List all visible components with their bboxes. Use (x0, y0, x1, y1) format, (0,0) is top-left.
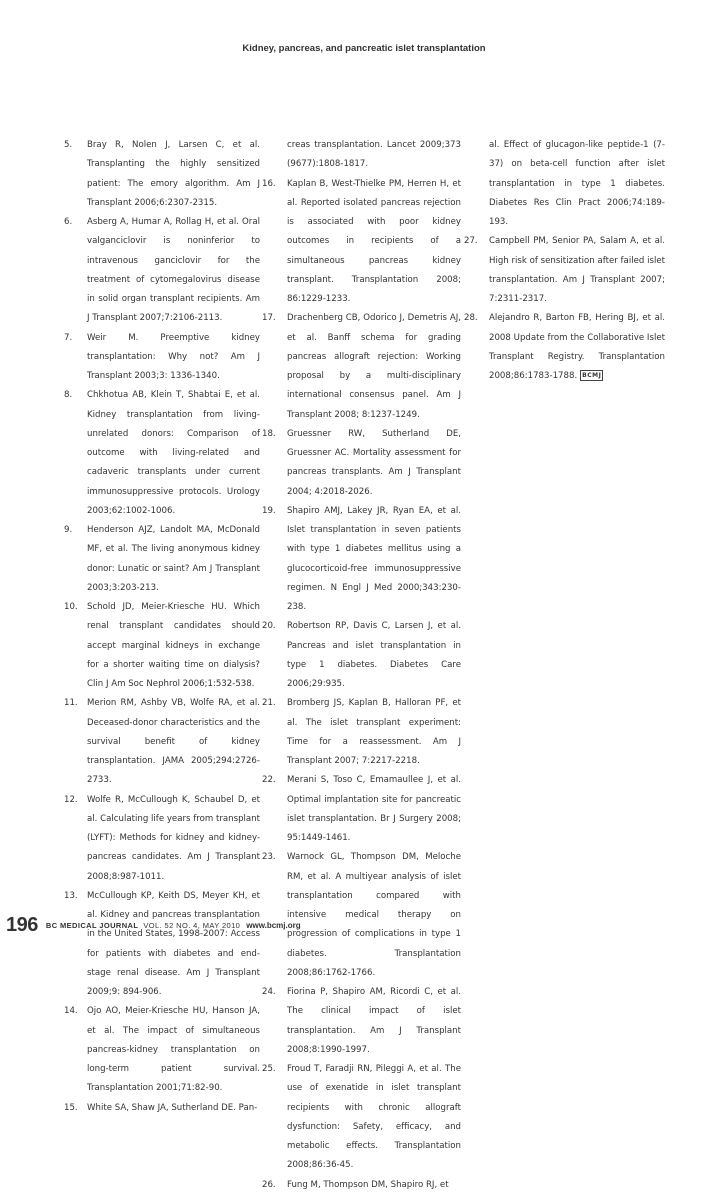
page-footer (6, 913, 301, 937)
reference-item (64, 213, 260, 329)
reference-item (262, 425, 461, 502)
reference-text: Bromberg JS, Kaplan B, Halloran PF, et al. The islet transplant experiment: Time for a reassessment. Am J Transplant 2007; 7:2217-2218. (287, 698, 461, 766)
reference-number: 23. (262, 852, 276, 863)
reference-number: 24. (262, 987, 276, 997)
reference-number: 21. (262, 698, 276, 709)
reference-column-2 (262, 136, 461, 1195)
reference-number: 15. (64, 1102, 78, 1113)
reference-number: 18. (262, 428, 276, 439)
reference-item (64, 386, 260, 521)
reference-text: Merani S, Toso C, Emamaullee J, et al. Optimal implantation site for pancreatic islet transplantation. Br J Surgery 2008; 95:1449-1461. (287, 775, 461, 843)
bcmj-end-mark: BCMJ (582, 372, 602, 379)
reference-number: 7. (64, 332, 73, 343)
reference-number: 26. (262, 1179, 276, 1190)
reference-text: al. Effect of glucagon-like peptide-1 (7-37) on beta-cell function after islet transplantation in type 1 diabetes. Diabetes Res Clin Pract 2006;74:189-193. (489, 140, 665, 227)
reference-text: Fiorina P, Shapiro AM, Ricordi C, et al. The clinical impact of islet transplantation. Am J Transplant 2008;8:1990-1997. (287, 987, 461, 1055)
reference-item (270, 136, 461, 175)
reference-number: 27. (464, 236, 478, 247)
reference-item (262, 309, 461, 425)
reference-text: Henderson AJZ, Landolt MA, McDonald MF, et al. The living anonymous kidney donor: Lunatic or saint? Am J Transplant 2003;3:203-213. (87, 525, 260, 593)
reference-number: 13. (64, 890, 78, 901)
reference-number: 12. (64, 794, 78, 805)
running-head: Kidney, pancreas, and pancreatic islet transplantation (242, 43, 486, 54)
reference-item (464, 309, 665, 386)
reference-item (64, 791, 260, 887)
reference-text: Bray R, Nolen J, Larsen C, et al. Transplanting the highly sensitized patient: The emory algorithm. Am J Transplant 2006;6:2307-2315. (87, 140, 260, 208)
reference-number: 16. (262, 178, 276, 189)
reference-item (64, 136, 260, 213)
reference-number: 28. (464, 313, 478, 324)
reference-text: Alejandro R, Barton FB, Hering BJ, et al. 2008 Update from the Collaborative Islet Transplant Registry. Transplantation 2008;86:1783-1788. (489, 313, 665, 381)
reference-number: 22. (262, 775, 276, 786)
reference-item (262, 983, 461, 1060)
reference-item (262, 502, 461, 618)
reference-number: 9. (64, 525, 73, 535)
reference-item (262, 1176, 461, 1195)
reference-text: Schold JD, Meier-Kriesche HU. Which renal transplant candidates should accept marginal kidneys in exchange for a shorter waiting time on dialysis? Clin J Am Soc Nephrol 2006;1:532-538. (87, 602, 260, 689)
reference-text: Ojo AO, Meier-Kriesche HU, Hanson JA, et al. The impact of simultaneous pancreas-kidney transplantation on long-term patient survival. Transplantation 2001;71:82-90. (87, 1006, 260, 1094)
reference-item (262, 1060, 461, 1176)
reference-text: Drachenberg CB, Odorico J, Demetris AJ, et al. Banff schema for grading pancreas allograft rejection: Working proposal by a multi-disciplinary international consensus panel. Am J Transplant 2008; 8:1237-1249. (287, 313, 461, 420)
reference-item (64, 598, 260, 694)
reference-text: Wolfe R, McCullough K, Schaubel D, et al. Calculating life years from transplant (LYFT): Methods for kidney and kidney-pancreas candidates. Am J Transplant 2008;8:987-1011. (87, 794, 260, 882)
reference-text: Gruessner RW, Sutherland DE, Gruessner AC. Mortality assessment for pancreas transplants. Am J Transplant 2004; 4:2018-2026. (287, 428, 461, 497)
reference-item (262, 617, 461, 694)
reference-text: Chkhotua AB, Klein T, Shabtai E, et al. Kidney transplantation from living-unrelated donors: Comparison of outcome with living-related and cadaveric transplants under current immunosuppressive protocols. Urology 2003;62:1002-1006. (87, 390, 260, 516)
reference-text: Robertson RP, Davis C, Larsen J, et al. Pancreas and islet transplantation in type 1 diabetes. Diabetes Care 2006;29:935. (287, 621, 461, 689)
reference-number: 6. (64, 217, 73, 227)
reference-text: Kaplan B, West-Thielke PM, Herren H, et al. Reported isolated pancreas rejection is associated with poor kidney outcomes in recipients of a simultaneous pancreas kidney transplant. Transplantation 2008; 86:1229-1233. (287, 178, 461, 304)
reference-item (64, 694, 260, 790)
reference-text: Froud T, Faradji RN, Pileggi A, et al. The use of exenatide in islet transplant recipients with chronic allograft dysfunction: Safety, efficacy, and metabolic effects. Transplantation 2008;86:36-45. (287, 1064, 461, 1171)
reference-number: 8. (64, 390, 73, 401)
reference-text: White SA, Shaw JA, Sutherland DE. Pan- (87, 1102, 258, 1113)
reference-item (472, 136, 665, 232)
reference-text: Warnock GL, Thompson DM, Meloche RM, et al. A multiyear analysis of islet transplantation compared with intensive medical therapy on progression of complications in type 1 diabetes. Transplantation 2008;86:1762-1766. (287, 852, 461, 978)
issue-info: VOL. 52 NO. 4, MAY 2010 (143, 920, 241, 930)
reference-text: McCullough KP, Keith DS, Meyer KH, et al. Kidney and pancreas transplantation in the United States, 1998-2007: Access for patients with diabetes and end-stage renal disease. Am J Transplant 2009;9: 894-906. (87, 890, 260, 997)
reference-number: 5. (64, 140, 73, 150)
reference-column-1 (64, 136, 260, 1118)
page-number: 196 (6, 913, 38, 936)
reference-item (64, 887, 260, 1003)
reference-item (262, 175, 461, 310)
reference-number: 25. (262, 1064, 276, 1074)
reference-item (262, 694, 461, 771)
reference-number: 20. (262, 621, 276, 632)
reference-item (64, 329, 260, 387)
reference-item (64, 1002, 260, 1098)
reference-number: 10. (64, 602, 78, 612)
reference-item (262, 771, 461, 848)
reference-text: Asberg A, Humar A, Rollag H, et al. Oral valganciclovir is noninferior to intravenous ganciclovir for the treatment of cytomegalovirus disease in solid organ transplant recipients. Am J Transplant 2007;7:2106-2113. (87, 217, 260, 324)
reference-number: 14. (64, 1006, 78, 1017)
journal-name: BC MEDICAL JOURNAL (45, 920, 139, 930)
reference-item (464, 232, 665, 309)
reference-item (64, 1099, 260, 1118)
journal-url[interactable]: www.bcmj.org (246, 920, 301, 930)
reference-number: 11. (64, 698, 78, 709)
reference-text: creas transplantation. Lancet 2009;373 (9677):1808-1817. (287, 140, 461, 170)
reference-text: Merion RM, Ashby VB, Wolfe RA, et al. Deceased-donor characteristics and the survival benefit of kidney transplantation. JAMA 2005;294:2726-2733. (87, 698, 260, 786)
reference-text: Shapiro AMJ, Lakey JR, Ryan EA, et al. Islet transplantation in seven patients with type 1 diabetes mellitus using a glucocorticoid-free immunosuppressive regimen. N Engl J Med 2000;343:230-238. (287, 505, 461, 612)
reference-number: 19. (262, 505, 276, 516)
reference-text: Weir M. Preemptive kidney transplantation: Why not? Am J Transplant 2003;3: 1336-1340. (87, 332, 260, 381)
reference-column-3 (464, 136, 665, 386)
reference-item (64, 521, 260, 598)
reference-text: Campbell PM, Senior PA, Salam A, et al. High risk of sensitization after failed islet transplantation. Am J Transplant 2007; 7:2311-2317. (489, 236, 665, 304)
reference-text: Fung M, Thompson DM, Shapiro RJ, et (287, 1179, 449, 1190)
reference-number: 17. (262, 313, 276, 324)
